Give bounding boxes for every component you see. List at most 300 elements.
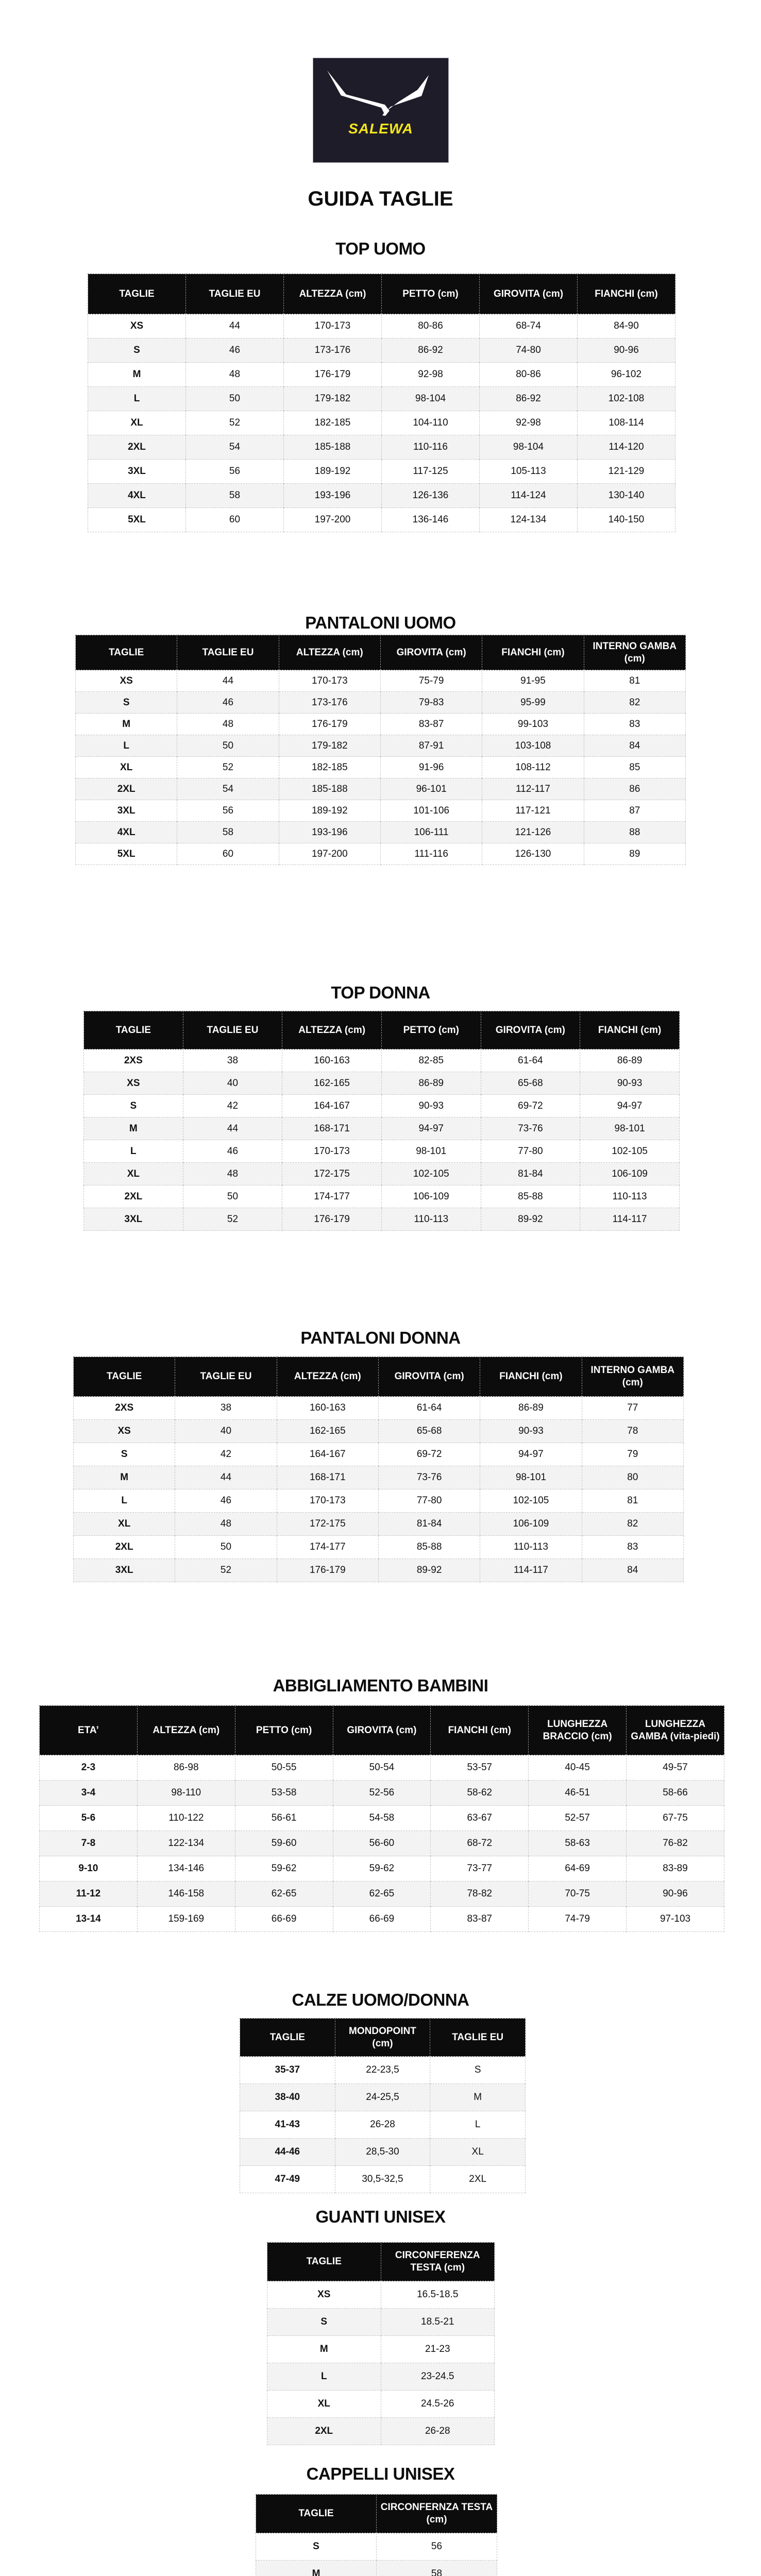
measurement-cell: 54 (177, 778, 279, 800)
size-label-cell: M (256, 2561, 377, 2576)
table-row (88, 435, 675, 460)
measurement-cell: 106-109 (580, 1163, 680, 1185)
measurement-cell: 81-84 (378, 1513, 480, 1536)
measurement-cell: 117-121 (482, 800, 584, 822)
measurement-cell: 59-60 (235, 1831, 333, 1856)
measurement-cell: 86-89 (480, 1397, 582, 1420)
measurement-cell: 49-57 (627, 1755, 724, 1781)
measurement-cell: 182-185 (279, 757, 380, 778)
measurement-cell: 87-91 (380, 735, 482, 757)
measurement-cell: 89 (584, 843, 685, 865)
measurement-cell: 170-173 (277, 1489, 378, 1513)
measurement-cell: 121-126 (482, 822, 584, 843)
measurement-cell: 96-102 (578, 363, 675, 387)
measurement-cell: 21-23 (381, 2336, 495, 2363)
measurement-cell: 58 (377, 2561, 497, 2576)
size-label-cell: XL (74, 1513, 175, 1536)
size-table-guanti-unisex (267, 2242, 495, 2445)
table-row (74, 1489, 684, 1513)
measurement-cell: 86-89 (381, 1072, 481, 1095)
measurement-cell: 50 (175, 1536, 277, 1559)
measurement-cell: 162-165 (282, 1072, 382, 1095)
measurement-cell: 56-60 (333, 1831, 431, 1856)
measurement-cell: 90-96 (578, 338, 675, 363)
table-row (40, 1907, 724, 1932)
column-header: GIROVITA (cm) (480, 274, 578, 314)
table-header-row (240, 2019, 526, 2057)
measurement-cell: 99-103 (482, 714, 584, 735)
measurement-cell: 50-55 (235, 1755, 333, 1781)
measurement-cell: 70-75 (529, 1882, 627, 1907)
column-header: MONDOPOINT (cm) (335, 2019, 430, 2057)
measurement-cell: 94-97 (381, 1117, 481, 1140)
measurement-cell: 106-109 (480, 1513, 582, 1536)
measurement-cell: 174-177 (277, 1536, 378, 1559)
table-row (84, 1117, 680, 1140)
measurement-cell: 65-68 (378, 1420, 480, 1443)
table-row (84, 1185, 680, 1208)
measurement-cell: 83-87 (431, 1907, 529, 1932)
measurement-cell: 80 (582, 1466, 683, 1489)
measurement-cell: 98-101 (580, 1117, 680, 1140)
size-label-cell: L (84, 1140, 183, 1163)
table-row (84, 1049, 680, 1072)
measurement-cell: 98-104 (480, 435, 578, 460)
measurement-cell: 61-64 (378, 1397, 480, 1420)
measurement-cell: 76-82 (627, 1831, 724, 1856)
measurement-cell: 58 (177, 822, 279, 843)
measurement-cell: 24-25,5 (335, 2084, 430, 2111)
column-header: ALTEZZA (cm) (282, 1011, 382, 1049)
measurement-cell: 85-88 (378, 1536, 480, 1559)
table-row (88, 338, 675, 363)
size-label-cell: 2XS (74, 1397, 175, 1420)
measurement-cell: 111-116 (380, 843, 482, 865)
measurement-cell: 126-130 (482, 843, 584, 865)
measurement-cell: 38 (175, 1397, 277, 1420)
table-row (40, 1882, 724, 1907)
size-label-cell: L (74, 1489, 175, 1513)
measurement-cell: 134-146 (137, 1856, 235, 1882)
measurement-cell: 65-68 (481, 1072, 580, 1095)
measurement-cell: 130-140 (578, 484, 675, 508)
measurement-cell: 176-179 (279, 714, 380, 735)
measurement-cell: 52 (186, 411, 284, 435)
table-row (76, 692, 686, 714)
measurement-cell: 44 (186, 314, 284, 338)
measurement-cell: 82 (582, 1513, 683, 1536)
measurement-cell: 110-113 (381, 1208, 481, 1231)
measurement-cell: 106-111 (380, 822, 482, 843)
table-header-row (256, 2495, 497, 2533)
measurement-cell: 170-173 (282, 1140, 382, 1163)
column-header: PETTO (cm) (235, 1706, 333, 1755)
measurement-cell: 108-112 (482, 757, 584, 778)
measurement-cell: 52 (183, 1208, 282, 1231)
measurement-cell: 40 (175, 1420, 277, 1443)
measurement-cell: 102-108 (578, 387, 675, 411)
measurement-cell: 159-169 (137, 1907, 235, 1932)
table-row (76, 714, 686, 735)
measurement-cell: 114-117 (480, 1559, 582, 1582)
measurement-cell: 94-97 (480, 1443, 582, 1466)
measurement-cell: 81 (582, 1489, 683, 1513)
measurement-cell: 197-200 (279, 843, 380, 865)
measurement-cell: 52 (177, 757, 279, 778)
column-header: INTERNO GAMBA (cm) (584, 635, 685, 670)
size-label-cell: 3XL (76, 800, 177, 822)
measurement-cell: 83 (582, 1536, 683, 1559)
table-row (267, 2336, 495, 2363)
measurement-cell: 106-109 (381, 1185, 481, 1208)
measurement-cell: 62-65 (333, 1882, 431, 1907)
measurement-cell: 54-58 (333, 1806, 431, 1831)
measurement-cell: 86-92 (382, 338, 480, 363)
measurement-cell: 168-171 (277, 1466, 378, 1489)
table-row (76, 757, 686, 778)
size-label-cell: S (76, 692, 177, 714)
measurement-cell: 30,5-32,5 (335, 2166, 430, 2193)
size-table-calze-uomo-donna (240, 2018, 526, 2193)
size-label-cell: M (267, 2336, 381, 2363)
measurement-cell: 164-167 (277, 1443, 378, 1466)
measurement-cell: 94-97 (580, 1095, 680, 1117)
measurement-cell: 64-69 (529, 1856, 627, 1882)
measurement-cell: 60 (177, 843, 279, 865)
table-row (267, 2363, 495, 2391)
measurement-cell: 121-129 (578, 460, 675, 484)
column-header: ALTEZZA (cm) (277, 1357, 378, 1397)
measurement-cell: 46-51 (529, 1781, 627, 1806)
size-table-top-donna (83, 1011, 680, 1231)
measurement-cell: 172-175 (277, 1513, 378, 1536)
size-label-cell: 41-43 (240, 2111, 335, 2139)
measurement-cell: 90-93 (480, 1420, 582, 1443)
measurement-cell: 77 (582, 1397, 683, 1420)
measurement-cell: 92-98 (382, 363, 480, 387)
measurement-cell: 23-24.5 (381, 2363, 495, 2391)
measurement-cell: 97-103 (627, 1907, 724, 1932)
measurement-cell: 87 (584, 800, 685, 822)
size-label-cell: 2XS (84, 1049, 183, 1072)
measurement-cell: 67-75 (627, 1806, 724, 1831)
table-row (74, 1536, 684, 1559)
measurement-cell: 84 (582, 1559, 683, 1582)
column-header: FIANCHI (cm) (431, 1706, 529, 1755)
column-header: GIROVITA (cm) (333, 1706, 431, 1755)
table-row (240, 2057, 526, 2084)
measurement-cell: 114-117 (580, 1208, 680, 1231)
measurement-cell: 58 (186, 484, 284, 508)
column-header: ALTEZZA (cm) (284, 274, 382, 314)
table-row (84, 1163, 680, 1185)
size-label-cell: 7-8 (40, 1831, 138, 1856)
size-label-cell: M (76, 714, 177, 735)
measurement-cell: 89-92 (481, 1208, 580, 1231)
measurement-cell: 102-105 (480, 1489, 582, 1513)
measurement-cell: 22-23,5 (335, 2057, 430, 2084)
measurement-cell: 83 (584, 714, 685, 735)
table-header-row (76, 635, 686, 670)
measurement-cell: 40 (183, 1072, 282, 1095)
size-label-cell: XS (76, 670, 177, 692)
measurement-cell: 56 (177, 800, 279, 822)
table-row (84, 1072, 680, 1095)
measurement-cell: 90-93 (381, 1095, 481, 1117)
table-row (76, 800, 686, 822)
table-row (84, 1140, 680, 1163)
table-row (76, 822, 686, 843)
measurement-cell: S (430, 2057, 526, 2084)
measurement-cell: 79 (582, 1443, 683, 1466)
measurement-cell: 193-196 (279, 822, 380, 843)
table-row (88, 508, 675, 532)
column-header: TAGLIE EU (430, 2019, 526, 2057)
measurement-cell: 56 (186, 460, 284, 484)
measurement-cell: 86-89 (580, 1049, 680, 1072)
measurement-cell: 48 (175, 1513, 277, 1536)
size-table-pantaloni-uomo (75, 635, 686, 865)
measurement-cell: 110-122 (137, 1806, 235, 1831)
column-header: FIANCHI (cm) (482, 635, 584, 670)
measurement-cell: 124-134 (480, 508, 578, 532)
measurement-cell: 91-96 (380, 757, 482, 778)
measurement-cell: 69-72 (378, 1443, 480, 1466)
size-label-cell: 2XL (88, 435, 186, 460)
measurement-cell: 83-89 (627, 1856, 724, 1882)
size-table-abbigliamento-bambini (39, 1705, 724, 1932)
measurement-cell: 48 (186, 363, 284, 387)
column-header: TAGLIE (88, 274, 186, 314)
measurement-cell: 172-175 (282, 1163, 382, 1185)
size-label-cell: XS (88, 314, 186, 338)
size-label-cell: XS (84, 1072, 183, 1095)
size-table-cappelli-unisex (256, 2494, 497, 2576)
measurement-cell: 92-98 (480, 411, 578, 435)
measurement-cell: 58-66 (627, 1781, 724, 1806)
measurement-cell: 74-79 (529, 1907, 627, 1932)
measurement-cell: 170-173 (279, 670, 380, 692)
size-label-cell: L (88, 387, 186, 411)
column-header: FIANCHI (cm) (480, 1357, 582, 1397)
measurement-cell: 176-179 (277, 1559, 378, 1582)
measurement-cell: 189-192 (279, 800, 380, 822)
measurement-cell: 44 (177, 670, 279, 692)
section-title-calze-uomo-donna: CALZE UOMO/DONNA (292, 1990, 469, 2009)
table-header-row (84, 1011, 680, 1049)
column-header: ALTEZZA (cm) (279, 635, 380, 670)
size-label-cell: 4XL (88, 484, 186, 508)
measurement-cell: 122-134 (137, 1831, 235, 1856)
measurement-cell: 42 (183, 1095, 282, 1117)
measurement-cell: 108-114 (578, 411, 675, 435)
size-label-cell: XL (88, 411, 186, 435)
measurement-cell: 182-185 (284, 411, 382, 435)
measurement-cell: 52 (175, 1559, 277, 1582)
measurement-cell: 82 (584, 692, 685, 714)
measurement-cell: 104-110 (382, 411, 480, 435)
size-label-cell: 35-37 (240, 2057, 335, 2084)
measurement-cell: 28,5-30 (335, 2139, 430, 2166)
measurement-cell: 26-28 (381, 2418, 495, 2445)
size-label-cell: L (267, 2363, 381, 2391)
size-label-cell: S (267, 2309, 381, 2336)
measurement-cell: 77-80 (481, 1140, 580, 1163)
size-label-cell: 2XL (267, 2418, 381, 2445)
measurement-cell: 73-76 (481, 1117, 580, 1140)
column-header: ETA’ (40, 1706, 138, 1755)
measurement-cell: 59-62 (333, 1856, 431, 1882)
measurement-cell: 89-92 (378, 1559, 480, 1582)
measurement-cell: 110-113 (480, 1536, 582, 1559)
size-table-pantaloni-donna (73, 1357, 684, 1582)
measurement-cell: 146-158 (137, 1882, 235, 1907)
size-label-cell: L (76, 735, 177, 757)
measurement-cell: 179-182 (279, 735, 380, 757)
column-header: INTERNO GAMBA (cm) (582, 1357, 683, 1397)
measurement-cell: 26-28 (335, 2111, 430, 2139)
measurement-cell: 81 (584, 670, 685, 692)
table-header-row (40, 1706, 724, 1755)
measurement-cell: 85 (584, 757, 685, 778)
table-row (84, 1208, 680, 1231)
column-header: GIROVITA (cm) (378, 1357, 480, 1397)
measurement-cell: 50 (186, 387, 284, 411)
column-header: TAGLIE (76, 635, 177, 670)
measurement-cell: 40-45 (529, 1755, 627, 1781)
measurement-cell: 2XL (430, 2166, 526, 2193)
column-header: CIRCONFERENZA TESTA (cm) (381, 2243, 495, 2281)
measurement-cell: 56 (377, 2533, 497, 2561)
measurement-cell: 68-74 (480, 314, 578, 338)
measurement-cell: 162-165 (277, 1420, 378, 1443)
measurement-cell: 102-105 (580, 1140, 680, 1163)
table-row (240, 2111, 526, 2139)
measurement-cell: 170-173 (284, 314, 382, 338)
size-label-cell: 2XL (76, 778, 177, 800)
measurement-cell: 136-146 (382, 508, 480, 532)
table-row (88, 363, 675, 387)
size-label-cell: S (256, 2533, 377, 2561)
size-label-cell: 3XL (88, 460, 186, 484)
measurement-cell: 105-113 (480, 460, 578, 484)
measurement-cell: 24.5-26 (381, 2391, 495, 2418)
column-header: LUNGHEZZA BRACCIO (cm) (529, 1706, 627, 1755)
table-row (88, 460, 675, 484)
measurement-cell: 44 (175, 1466, 277, 1489)
size-label-cell: XL (267, 2391, 381, 2418)
measurement-cell: 164-167 (282, 1095, 382, 1117)
measurement-cell: 98-104 (382, 387, 480, 411)
measurement-cell: 95-99 (482, 692, 584, 714)
measurement-cell: 46 (186, 338, 284, 363)
size-label-cell: 3-4 (40, 1781, 138, 1806)
table-row (40, 1781, 724, 1806)
measurement-cell: 74-80 (480, 338, 578, 363)
measurement-cell: 176-179 (284, 363, 382, 387)
size-label-cell: 2XL (84, 1185, 183, 1208)
table-row (74, 1443, 684, 1466)
size-label-cell: 11-12 (40, 1882, 138, 1907)
column-header: TAGLIE (74, 1357, 175, 1397)
size-label-cell: M (84, 1117, 183, 1140)
measurement-cell: 59-62 (235, 1856, 333, 1882)
table-row (256, 2561, 497, 2576)
measurement-cell: 189-192 (284, 460, 382, 484)
table-row (88, 314, 675, 338)
measurement-cell: 46 (175, 1489, 277, 1513)
section-title-pantaloni-donna: PANTALONI DONNA (300, 1328, 461, 1347)
column-header: TAGLIE (256, 2495, 377, 2533)
measurement-cell: 56-61 (235, 1806, 333, 1831)
measurement-cell: 140-150 (578, 508, 675, 532)
measurement-cell: 48 (177, 714, 279, 735)
measurement-cell: 102-105 (381, 1163, 481, 1185)
page-title: GUIDA TAGLIE (308, 188, 453, 210)
measurement-cell: 77-80 (378, 1489, 480, 1513)
measurement-cell: 173-176 (284, 338, 382, 363)
table-row (267, 2281, 495, 2309)
table-row (88, 387, 675, 411)
measurement-cell: 110-116 (382, 435, 480, 460)
measurement-cell: 114-120 (578, 435, 675, 460)
size-label-cell: 47-49 (240, 2166, 335, 2193)
size-label-cell: 44-46 (240, 2139, 335, 2166)
measurement-cell: 185-188 (279, 778, 380, 800)
section-title-pantaloni-uomo: PANTALONI UOMO (305, 613, 456, 632)
table-row (88, 484, 675, 508)
column-header: GIROVITA (cm) (481, 1011, 580, 1049)
measurement-cell: 84 (584, 735, 685, 757)
table-row (40, 1856, 724, 1882)
table-row (240, 2166, 526, 2193)
measurement-cell: 79-83 (380, 692, 482, 714)
table-row (240, 2139, 526, 2166)
measurement-cell: 90-93 (580, 1072, 680, 1095)
measurement-cell: 80-86 (382, 314, 480, 338)
measurement-cell: 110-113 (580, 1185, 680, 1208)
measurement-cell: 61-64 (481, 1049, 580, 1072)
measurement-cell: 60 (186, 508, 284, 532)
measurement-cell: 58-62 (431, 1781, 529, 1806)
size-label-cell: XL (84, 1163, 183, 1185)
size-label-cell: 4XL (76, 822, 177, 843)
measurement-cell: 91-95 (482, 670, 584, 692)
measurement-cell: 88 (584, 822, 685, 843)
table-row (76, 735, 686, 757)
measurement-cell: 66-69 (333, 1907, 431, 1932)
table-header-row (267, 2243, 495, 2281)
measurement-cell: 53-58 (235, 1781, 333, 1806)
measurement-cell: 103-108 (482, 735, 584, 757)
table-row (74, 1397, 684, 1420)
size-label-cell: XS (267, 2281, 381, 2309)
measurement-cell: 53-57 (431, 1755, 529, 1781)
measurement-cell: 78 (582, 1420, 683, 1443)
table-row (84, 1095, 680, 1117)
size-label-cell: XL (76, 757, 177, 778)
measurement-cell: 18.5-21 (381, 2309, 495, 2336)
measurement-cell: 63-67 (431, 1806, 529, 1831)
measurement-cell: 80-86 (480, 363, 578, 387)
column-header: FIANCHI (cm) (578, 274, 675, 314)
table-row (74, 1420, 684, 1443)
measurement-cell: 52-56 (333, 1781, 431, 1806)
table-row (88, 411, 675, 435)
column-header: TAGLIE (240, 2019, 335, 2057)
measurement-cell: 117-125 (382, 460, 480, 484)
measurement-cell: 73-76 (378, 1466, 480, 1489)
